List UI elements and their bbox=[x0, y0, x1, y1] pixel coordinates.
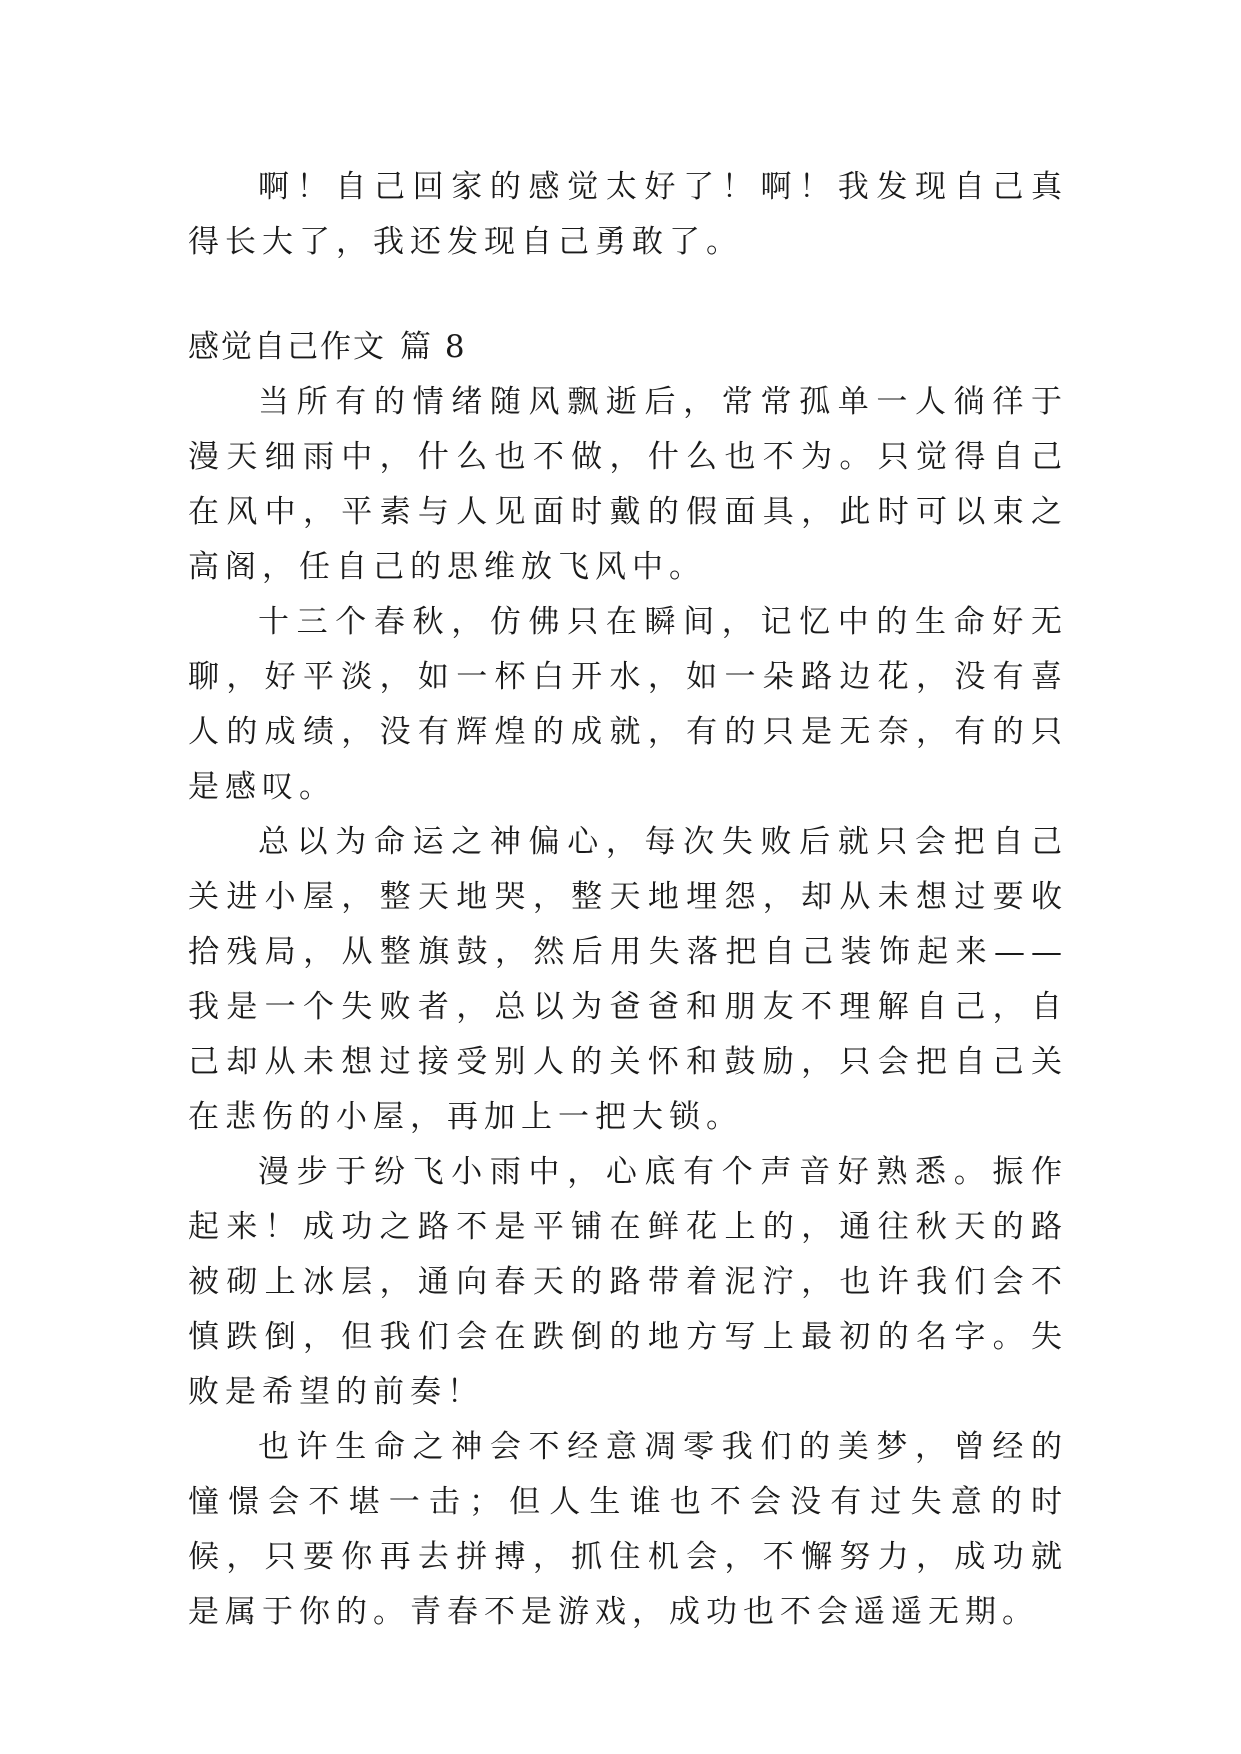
body-paragraph-3: 总以为命运之神偏心，每次失败后就只会把自己关进小屋，整天地哭，整天地埋怨，却从未想过要收拾残局，从整旗鼓，然后用失落把自己装饰起来——我是一个失败者，总以为爸爸和朋友不理解自己，自己却从未想过接受别人的关怀和鼓励，只会把自己关在悲伤的小屋，再加上一把大锁。 bbox=[188, 824, 1068, 1135]
body-paragraph-4: 漫步于纷飞小雨中，心底有个声音好熟悉。振作起来！成功之路不是平铺在鲜花上的，通往秋天的路被砌上冰层，通向春天的路带着泥泞，也许我们会不慎跌倒，但我们会在跌倒的地方写上最初的名字。失败是希望的前奏！ bbox=[188, 1154, 1068, 1410]
intro-paragraph: 啊！自己回家的感觉太好了！啊！我发现自己真得长大了，我还发现自己勇敢了。 bbox=[188, 169, 1068, 260]
body-paragraph-1: 当所有的情绪随风飘逝后，常常孤单一人徜徉于漫天细雨中，什么也不做，什么也不为。只觉得自己在风中，平素与人见面时戴的假面具，此时可以束之高阁，任自己的思维放飞风中。 bbox=[188, 384, 1068, 585]
section-heading bbox=[188, 320, 1068, 375]
body-paragraph-5: 也许生命之神会不经意凋零我们的美梦，曾经的憧憬会不堪一击；但人生谁也不会没有过失意的时候，只要你再去拼搏，抓住机会，不懈努力，成功就是属于你的。青春不是游戏，成功也不会遥遥无期。 bbox=[188, 1429, 1068, 1630]
section-number: 篇 8 bbox=[400, 329, 467, 365]
text-column bbox=[188, 160, 1068, 1640]
section-title: 感觉自己作文 bbox=[188, 329, 386, 365]
body-paragraph-2: 十三个春秋，仿佛只在瞬间，记忆中的生命好无聊，好平淡，如一杯白开水，如一朵路边花，没有喜人的成绩，没有辉煌的成就，有的只是无奈，有的只是感叹。 bbox=[188, 604, 1068, 805]
